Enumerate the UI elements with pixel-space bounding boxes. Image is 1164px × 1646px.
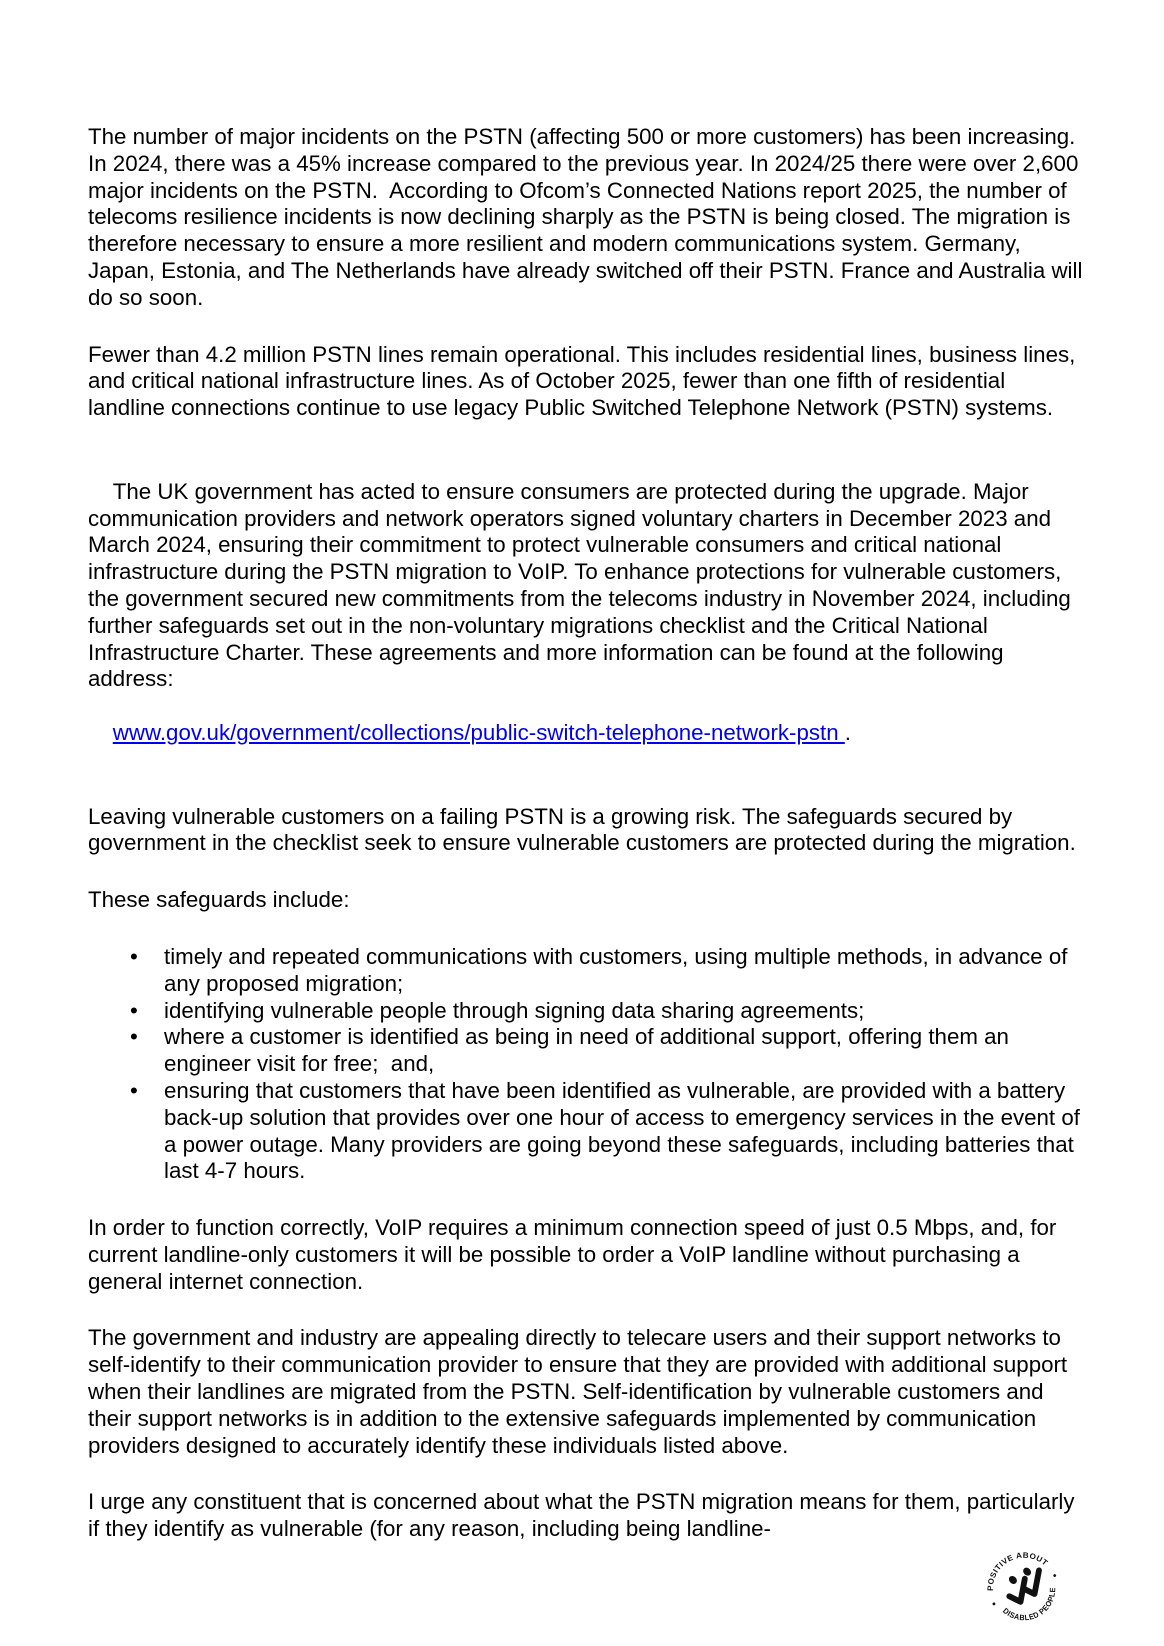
safeguard-item-engineer-visit: • where a customer is identified as being in need of additional support, offering them an engineer visit for free; and, (88, 1024, 1083, 1078)
safeguards-list (88, 943, 1087, 1185)
paragraph-government-action (88, 452, 1083, 774)
logo-top-text: POSITIVE ABOUT (985, 1550, 1050, 1592)
paragraph-self-identify: The government and industry are appealing directly to telecare users and their support networks to self-identify to their communication provider to ensure that they are provided with additional support when their landlines are migrated from the PSTN. Self-identification by vulnerable customers and their support networks is in addition to the extensive safeguards implemented by communication providers designed to accurately identify these individuals listed above. (88, 1325, 1074, 1458)
government-action-text: The UK government has acted to ensure consumers are protected during the upgrade. Major communication providers and network operators signed voluntary charters in December 2023 and March 2024, ensuring their commitment to protect vulnerable consumers and critical national infrastructure during the PSTN migration to VoIP. To enhance protections for vulnerable customers, the government secured new commitments from the telecoms industry in November 2024, including further safeguards set out in the non-voluntary migrations checklist and the Critical National Infrastructure Charter. These agreements and more information can be found at the following address: (88, 478, 1077, 692)
two-ticks-icon (985, 1550, 1063, 1628)
safeguard-item-battery-backup: • ensuring that customers that have been identified as vulnerable, are provided with a battery back-up solution that provides over one hour of access to emergency services in the event of a power outage. Many providers are going beyond these safeguards, including batteries that last 4-7 hours. (88, 1078, 1083, 1185)
paragraph-voip-speed: In order to function correctly, VoIP requires a minimum connection speed of just 0.5 Mbps, and, for current landline-only customers it will be possible to order a VoIP landline without purchasing a general internet connection. (88, 1215, 1063, 1294)
paragraph-lines-remaining: Fewer than 4.2 million PSTN lines remain operational. This includes residential lines, business lines, and critical national infrastructure lines. As of October 2025, fewer than one fifth of residential landline connections continue to use legacy Public Switched Telephone Network (PSTN) systems. (88, 341, 1082, 421)
safeguard-item-data-sharing: • identifying vulnerable people through signing data sharing agreements; (88, 998, 1083, 1025)
safeguard-item-communications: • timely and repeated communications with customers, using multiple methods, in advance of any proposed migration; (88, 944, 1083, 998)
link-suffix: . (844, 719, 851, 745)
tick-person-head-left (1007, 1574, 1018, 1585)
pstn-collection-link[interactable]: www.gov.uk/government/collections/public-switch-telephone-network-pstn (112, 719, 845, 745)
paragraph-safeguards-intro: These safeguards include: (88, 887, 350, 913)
paragraph-incidents: The number of major incidents on the PSTN (affecting 500 or more customers) has been increasing. In 2024, there was a 45% increase compared to the previous year. In 2024/25 there were over 2,600 major incidents on the PSTN. According to Ofcom’s Connected Nations report 2025, the number of telecoms resilience incidents is now declining sharply as the PSTN is being closed. The migration is therefore necessary to ensure a more resilient and modern communications system. Germany, Japan, Estonia, and The Netherlands have already switched off their PSTN. France and Australia will do so soon. (88, 124, 1089, 310)
logo-right-dot (1053, 1574, 1057, 1578)
logo-left-dot (992, 1602, 996, 1606)
paragraph-growing-risk: Leaving vulnerable customers on a failing PSTN is a growing risk. The safeguards secured by government in the checklist seek to ensure vulnerable customers are protected during the migration. (88, 803, 1076, 856)
tick-person-head-right (1021, 1566, 1032, 1577)
positive-about-disabled-people-logo (985, 1550, 1063, 1628)
paragraph-urge-constituents: I urge any constituent that is concerned about what the PSTN migration means for them, particularly if they identify as vulnerable (for any reason, including being landline- (88, 1489, 1081, 1542)
logo-bottom-text: DISABLED PEOPLE (1001, 1586, 1058, 1623)
